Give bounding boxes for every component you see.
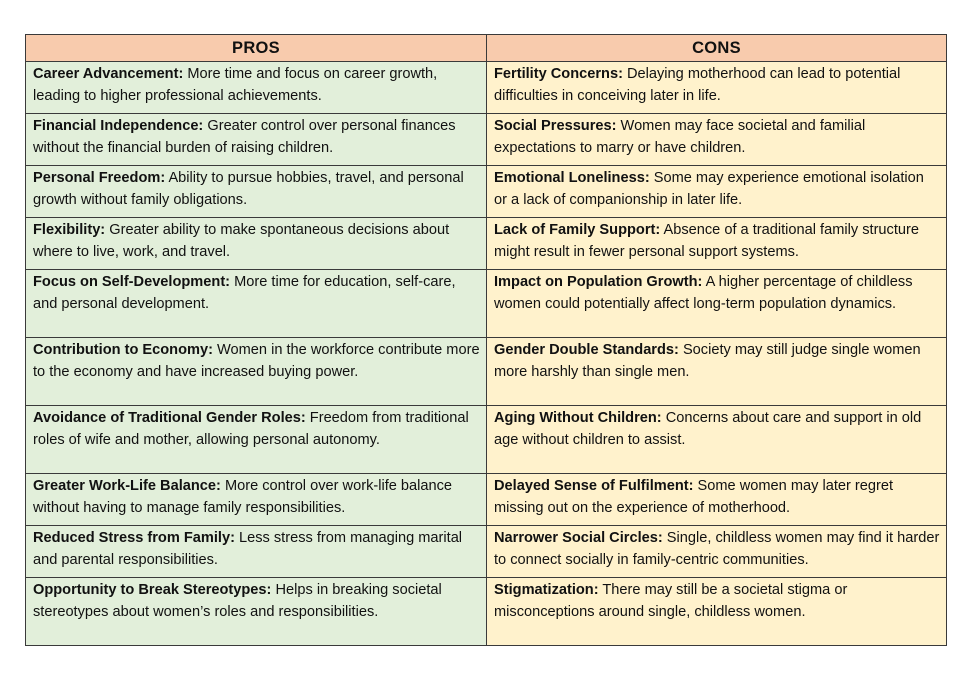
- table-row: [26, 218, 947, 270]
- pro-cell: [26, 166, 487, 218]
- con-cell: [487, 406, 947, 474]
- table-row: [26, 526, 947, 578]
- pro-term: Career Advancement:: [33, 66, 184, 82]
- con-cell: [487, 270, 947, 338]
- pro-text: Greater ability to make spontaneous decisions about where to live, work, and travel.: [33, 222, 450, 260]
- pro-cell: [26, 338, 487, 406]
- con-text: Absence of a traditional family structure might result in fewer personal support systems.: [494, 222, 919, 260]
- table-row: [26, 474, 947, 526]
- con-cell: [487, 114, 947, 166]
- pro-text: Helps in breaking societal stereotypes about women’s roles and responsibilities.: [33, 582, 442, 620]
- pro-cell: [26, 406, 487, 474]
- table-row: [26, 62, 947, 114]
- con-cell: [487, 338, 947, 406]
- table-row: [26, 338, 947, 406]
- con-text: Some women may later regret missing out on the experience of motherhood.: [494, 478, 894, 516]
- con-term: Delayed Sense of Fulfilment:: [494, 478, 694, 494]
- con-text: Concerns about care and support in old age without children to assist.: [494, 410, 922, 448]
- table-row: [26, 114, 947, 166]
- con-text: Women may face societal and familial expectations to marry or have children.: [494, 118, 866, 156]
- pro-cell: [26, 578, 487, 646]
- table-row: [26, 578, 947, 646]
- pro-term: Opportunity to Break Stereotypes:: [33, 582, 272, 598]
- con-term: Impact on Population Growth:: [494, 274, 703, 290]
- cons-header: CONS: [487, 35, 947, 62]
- con-cell: [487, 166, 947, 218]
- table-row: [26, 270, 947, 338]
- con-text: Delaying motherhood can lead to potential difficulties in conceiving later in life.: [494, 66, 901, 104]
- pro-term: Contribution to Economy:: [33, 342, 213, 358]
- con-term: Social Pressures:: [494, 118, 617, 134]
- table-row: [26, 406, 947, 474]
- con-cell: [487, 578, 947, 646]
- pro-cell: [26, 270, 487, 338]
- pro-text: Greater control over personal finances without the financial burden of raising children.: [33, 118, 456, 156]
- pro-term: Financial Independence:: [33, 118, 204, 134]
- con-text: Some may experience emotional isolation or a lack of companionship in later life.: [494, 170, 924, 208]
- pro-cell: [26, 62, 487, 114]
- pro-text: Freedom from traditional roles of wife and mother, allowing personal autonomy.: [33, 410, 469, 448]
- pro-cell: [26, 114, 487, 166]
- pros-cons-table: [25, 34, 947, 646]
- con-term: Emotional Loneliness:: [494, 170, 650, 186]
- con-text: There may still be a societal stigma or misconceptions around single, childless women.: [494, 582, 848, 620]
- pro-term: Flexibility:: [33, 222, 106, 238]
- pro-term: Personal Freedom:: [33, 170, 166, 186]
- pros-header: PROS: [26, 35, 487, 62]
- pro-text: Women in the workforce contribute more to the economy and have increased buying power.: [33, 342, 480, 380]
- con-cell: [487, 218, 947, 270]
- con-term: Aging Without Children:: [494, 410, 662, 426]
- pro-term: Avoidance of Traditional Gender Roles:: [33, 410, 306, 426]
- pro-term: Greater Work-Life Balance:: [33, 478, 221, 494]
- pro-cell: [26, 526, 487, 578]
- pro-text: Ability to pursue hobbies, travel, and personal growth without family obligations.: [33, 170, 464, 208]
- pro-text: More time and focus on career growth, leading to higher professional achievements.: [33, 66, 438, 104]
- pro-term: Reduced Stress from Family:: [33, 530, 235, 546]
- con-cell: [487, 474, 947, 526]
- con-term: Narrower Social Circles:: [494, 530, 663, 546]
- pro-term: Focus on Self-Development:: [33, 274, 231, 290]
- con-term: Fertility Concerns:: [494, 66, 623, 82]
- con-text: Society may still judge single women more harshly than single men.: [494, 342, 921, 380]
- pro-cell: [26, 474, 487, 526]
- pro-text: More control over work-life balance without having to manage family responsibilities.: [33, 478, 453, 516]
- con-cell: [487, 526, 947, 578]
- con-term: Gender Double Standards:: [494, 342, 679, 358]
- con-cell: [487, 62, 947, 114]
- con-term: Lack of Family Support:: [494, 222, 661, 238]
- con-text: Single, childless women may find it harder to connect socially in family-centric communities.: [494, 530, 940, 568]
- pro-text: More time for education, self-care, and personal development.: [33, 274, 456, 312]
- table-row: [26, 166, 947, 218]
- con-term: Stigmatization:: [494, 582, 599, 598]
- con-text: A higher percentage of childless women could potentially affect long-term population dynamics.: [494, 274, 913, 312]
- header-row: [26, 35, 947, 62]
- pro-text: Less stress from managing marital and parental responsibilities.: [33, 530, 463, 568]
- pro-cell: [26, 218, 487, 270]
